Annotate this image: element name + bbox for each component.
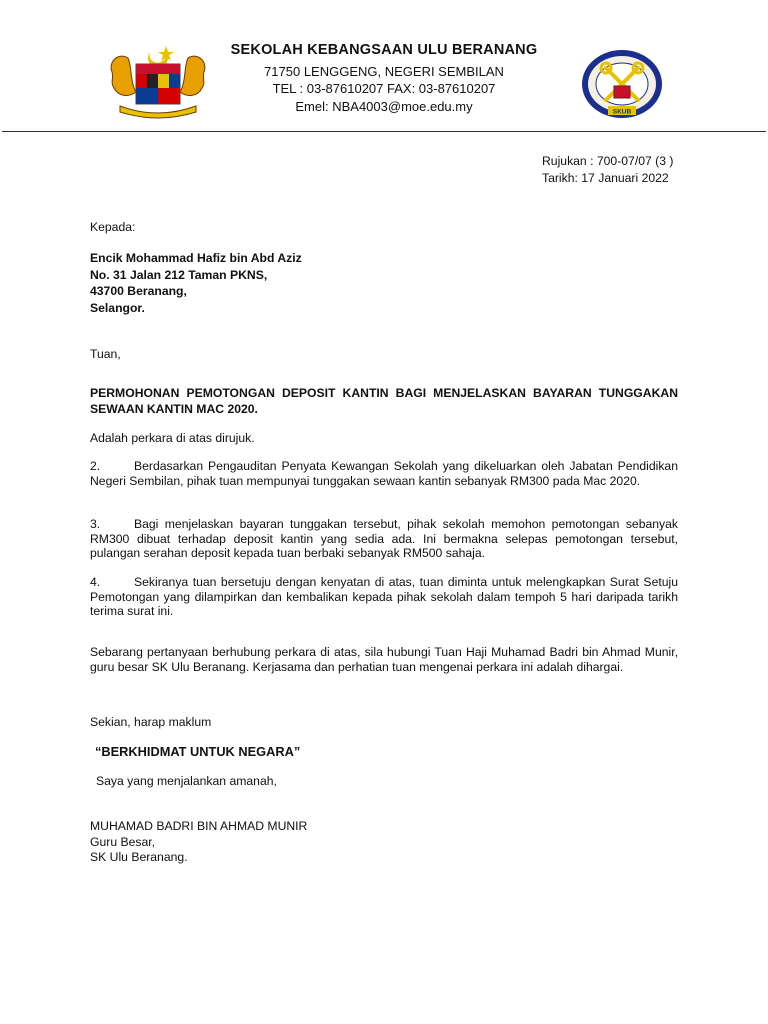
signature-block (90, 819, 307, 865)
badge-ribbon-text: SKUB (612, 108, 632, 116)
recipient-address-line: 43700 Beranang, (90, 284, 187, 298)
reference-block (480, 154, 677, 185)
body-paragraph-3 (90, 517, 678, 561)
school-address: 71750 LENGGENG, NEGERI SEMBILAN (264, 64, 504, 79)
salutation: Tuan, (90, 347, 121, 361)
paragraph-text: Bagi menjelaskan bayaran tunggakan tersebut, pihak sekolah memohon pemotongan sebanyak RM300 dibuat terhadap deposit kantin yang sedia ada. Ini bermakna selepas pemotongan tersebut, pulangan serahan deposit kepada tuan berbaki sebanyak RM500 sahaja. (90, 517, 678, 561)
body-paragraph-2 (90, 459, 678, 488)
closing-motto: “BERKHIDMAT UNTUK NEGARA” (95, 744, 301, 759)
signer-title: Guru Besar, (90, 834, 156, 849)
closing-sekian: Sekian, harap maklum (90, 715, 212, 729)
recipient-address-line: Selangor. (90, 300, 145, 315)
school-badge-logo (580, 48, 664, 120)
signer-organization: SK Ulu Beranang. (90, 850, 188, 865)
body-paragraph-4 (90, 575, 678, 619)
letter-date: Tarikh: 17 Januari 2022 (542, 170, 669, 185)
paragraph-text: Sekiranya tuan bersetuju dengan kenyatan di atas, tuan diminta untuk melengkapkan Surat Setuju Pemotongan yang dilampirkan dan kembalikan kepada pihak sekolah dalam tempoh 5 hari daripada tarikh terima surat ini. (90, 575, 678, 619)
recipient-address-line: No. 31 Jalan 212 Taman PKNS, (90, 267, 268, 282)
school-name: SEKOLAH KEBANGSAAN ULU BERANANG (230, 42, 538, 58)
paragraph-number: 3. (90, 517, 101, 531)
paragraph-number: 2. (90, 459, 101, 473)
closing-amanah: Saya yang menjalankan amanah, (96, 774, 277, 788)
signer-name: MUHAMAD BADRI BIN AHMAD MUNIR (90, 819, 308, 833)
letter-subject: PERMOHONAN PEMOTONGAN DEPOSIT KANTIN BAGI MENJELASKAN BAYARAN TUNGGAKAN SEWAAN KANTIN MAC 2020. (90, 386, 678, 416)
recipient-name: Encik Mohammad Hafiz bin Abd Aziz (90, 251, 302, 265)
reference-number: Rujukan : 700-07/07 (3 ) (542, 154, 674, 168)
paragraph-text: Berdasarkan Pengauditan Penyata Kewangan Sekolah yang dikeluarkan oleh Jabatan Pendidikan Negeri Sembilan, pihak tuan mempunyai tunggakan sewaan kantin sebanyak RM300 pada Mac 2020. (90, 459, 678, 488)
school-email: Emel: NBA4003@moe.edu.my (295, 99, 473, 114)
kepada-label: Kepada: (90, 220, 136, 234)
school-tel-fax: TEL : 03-87610207 FAX: 03-87610207 (272, 81, 496, 96)
recipient-address (90, 250, 302, 316)
header-divider (2, 131, 766, 132)
intro-line: Adalah perkara di atas dirujuk. (90, 431, 255, 445)
paragraph-number: 4. (90, 575, 101, 589)
contact-paragraph: Sebarang pertanyaan berhubung perkara di atas, sila hubungi Tuan Haji Muhamad Badri bin Ahmad Munir, guru besar SK Ulu Beranang. Kerjasama dan perhatian tuan mengenai perkara ini adalah dihargai. (90, 645, 678, 674)
